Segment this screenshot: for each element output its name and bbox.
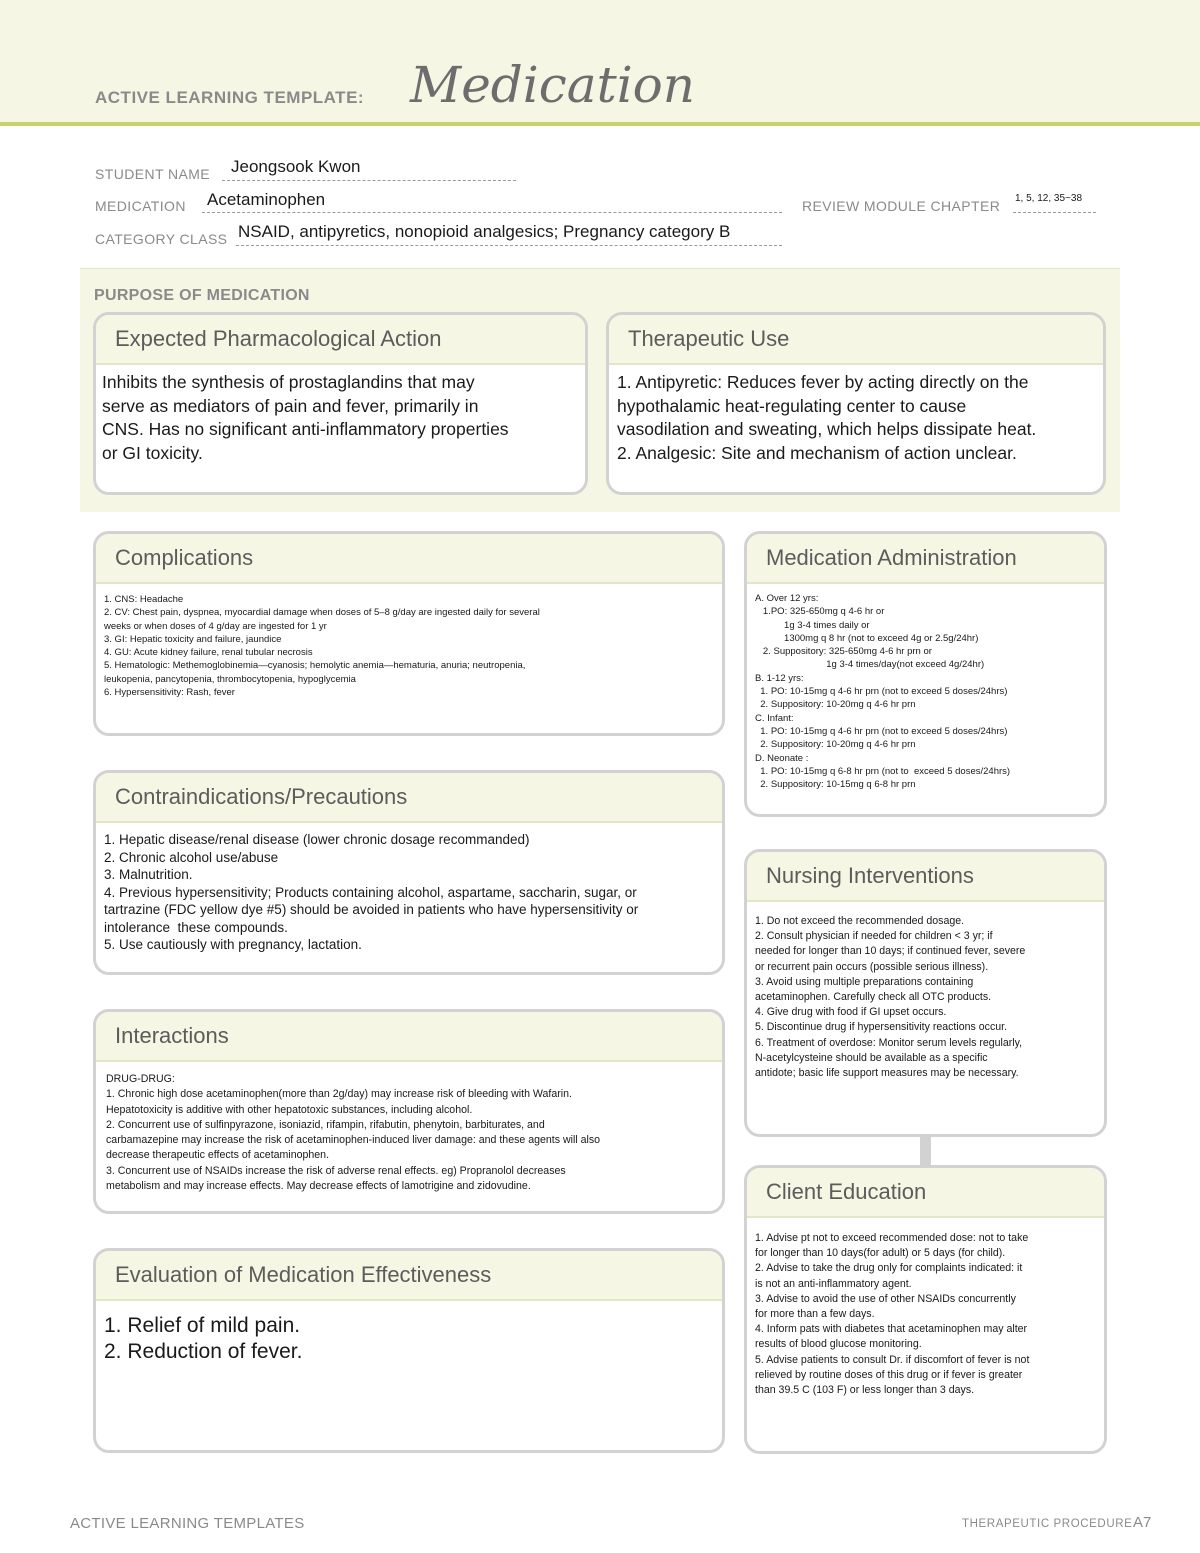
text-line: 1. Relief of mild pain.: [104, 1314, 301, 1337]
text-line: 2. Suppository: 325-650mg 4-6 hr prn or: [755, 646, 932, 658]
student-name-label: STUDENT NAME: [95, 166, 210, 182]
text-line: results of blood glucose monitoring.: [755, 1338, 922, 1351]
text-line: 5. Hematologic: Methemoglobinemia—cyanosis; hemolytic anemia—hematuria, anuria; neutropenia,: [104, 660, 526, 672]
text-line: 1.PO: 325-650mg q 4-6 hr or: [755, 606, 885, 618]
text-line: 1g 3-4 times daily or: [755, 619, 870, 631]
text-line: 2. Concurrent use of sulfinpyrazone, isoniazid, rifampin, rifabutin, phenytoin, barbiturates, and: [106, 1118, 545, 1131]
text-line: C. Infant:: [755, 712, 794, 724]
text-line: 2. Consult physician if needed for children < 3 yr; if: [755, 930, 993, 943]
text-line: DRUG-DRUG:: [106, 1073, 175, 1085]
text-line: relieved by routine doses of this drug or if fever is greater: [755, 1368, 1023, 1381]
text-line: 1. PO: 10-15mg q 4-6 hr prn (not to exceed 5 doses/24hrs): [755, 686, 1008, 698]
text-line: 1. Chronic high dose acetaminophen(more than 2g/day) may increase risk of bleeding with Wafarin.: [106, 1088, 572, 1101]
text-line: metabolism and may increase effects. May decrease effects of lamotrigine and zidovudine.: [106, 1180, 531, 1193]
review-module-line: [1013, 212, 1096, 213]
nursing-interventions-title: Nursing Interventions: [747, 852, 1104, 902]
text-line: 3. Advise to avoid the use of other NSAIDs concurrently: [755, 1292, 1016, 1305]
text-line: 2. Reduction of fever.: [104, 1340, 303, 1363]
category-class-value[interactable]: NSAID, antipyretics, nonopioid analgesics; Pregnancy category B: [238, 222, 731, 241]
text-line: vasodilation and sweating, which helps dissipate heat.: [617, 419, 1037, 439]
expected-action-body[interactable]: [96, 365, 585, 465]
text-line: intolerance these compounds.: [104, 919, 288, 935]
text-line: decrease therapeutic effects of acetaminophen.: [106, 1149, 330, 1162]
expected-action-card: [93, 312, 588, 495]
text-line: 2. Chronic alcohol use/abuse: [104, 849, 279, 865]
text-line: antidote; basic life support measures may be necessary.: [755, 1067, 1019, 1080]
text-line: Hepatotoxicity is additive with other hepatotoxic substances, including alcohol.: [106, 1103, 473, 1116]
category-class-line: [236, 245, 782, 246]
template-title: Medication: [410, 56, 695, 114]
text-line: 2. Suppository: 10-20mg q 4-6 hr prn: [755, 739, 916, 751]
text-line: CNS. Has no significant anti-inflammatory properties: [102, 419, 509, 439]
text-line: 2. Analgesic: Site and mechanism of action unclear.: [617, 442, 1017, 463]
nursing-interventions-card: [744, 849, 1107, 1137]
text-line: 6. Treatment of overdose: Monitor serum levels regularly,: [755, 1036, 1023, 1049]
text-line: tartrazine (FDC yellow dye #5) should be avoided in patients who have hypersensitivity or: [104, 902, 639, 917]
text-line: carbamazepine may increase the risk of acetaminophen-induced liver damage: and these agents will also: [106, 1134, 601, 1147]
text-line: 1. PO: 10-15mg q 4-6 hr prn (not to exceed 5 doses/24hrs): [755, 725, 1008, 737]
text-line: or recurrent pain occurs (possible serious illness).: [755, 960, 989, 973]
text-line: 4. Previous hypersensitivity; Products containing alcohol, aspartame, saccharin, sugar, or: [104, 884, 637, 900]
text-line: 1300mg q 8 hr (not to exceed 4g or 2.5g/24hr): [755, 632, 979, 644]
text-line: 1. Advise pt not to exceed recommended dose: not to take: [755, 1232, 1029, 1244]
evaluation-card: [93, 1248, 725, 1453]
text-line: 5. Use cautiously with pregnancy, lactation.: [104, 937, 362, 952]
text-line: needed for longer than 10 days; if continued fever, severe: [755, 945, 1026, 958]
student-name-value[interactable]: Jeongsook Kwon: [231, 157, 361, 176]
contraindications-card: [93, 770, 725, 975]
medication-line: [202, 212, 782, 213]
contraindications-body[interactable]: [96, 823, 722, 954]
text-line: 3. GI: Hepatic toxicity and failure, jaundice: [104, 633, 282, 645]
text-line: Inhibits the synthesis of prostaglandins that may: [102, 372, 475, 392]
text-line: 4. Inform pats with diabetes that acetaminophen may alter: [755, 1323, 1028, 1336]
text-line: 4. Give drug with food if GI upset occurs.: [755, 1006, 947, 1019]
connector-bar: [920, 1136, 931, 1166]
text-line: 1g 3-4 times/day(not exceed 4g/24hr): [755, 659, 985, 671]
text-line: N-acetylcysteine should be available as a specific: [755, 1051, 988, 1064]
purpose-title: PURPOSE OF MEDICATION: [94, 287, 310, 304]
text-line: serve as mediators of pain and fever, primarily in: [102, 395, 479, 416]
text-line: 4. GU: Acute kidney failure, renal tubular necrosis: [104, 647, 313, 659]
administration-title: Medication Administration: [747, 534, 1104, 584]
complications-body[interactable]: [96, 584, 722, 699]
evaluation-title: Evaluation of Medication Effectiveness: [96, 1251, 722, 1301]
text-line: acetaminophen. Carefully check all OTC products.: [755, 991, 992, 1004]
text-line: 3. Malnutrition.: [104, 867, 193, 882]
medication-label: MEDICATION: [95, 198, 186, 214]
text-line: 3. Avoid using multiple preparations containing: [755, 975, 974, 988]
interactions-body[interactable]: [96, 1062, 722, 1194]
template-label: ACTIVE LEARNING TEMPLATE:: [95, 88, 365, 107]
text-line: or GI toxicity.: [102, 442, 203, 463]
administration-body[interactable]: [747, 584, 1104, 791]
text-line: D. Neonate :: [755, 752, 809, 764]
text-line: B. 1-12 yrs:: [755, 672, 804, 684]
text-line: A. Over 12 yrs:: [755, 593, 819, 604]
nursing-interventions-body[interactable]: [747, 902, 1104, 1081]
medication-value[interactable]: Acetaminophen: [207, 190, 326, 209]
complications-title: Complications: [96, 534, 722, 584]
text-line: leukopenia, pancytopenia, thrombocytopenia, hypoglycemia: [104, 673, 356, 685]
interactions-title: Interactions: [96, 1012, 722, 1062]
text-line: 5. Advise patients to consult Dr. if discomfort of fever is not: [755, 1353, 1030, 1366]
contraindications-title: Contraindications/Precautions: [96, 773, 722, 823]
footer-left: ACTIVE LEARNING TEMPLATES: [70, 1515, 305, 1532]
review-module-label: REVIEW MODULE CHAPTER: [802, 198, 1001, 214]
student-name-line: [222, 180, 516, 181]
page-number: A7: [1133, 1514, 1152, 1531]
interactions-card: [93, 1009, 725, 1214]
text-line: 2. Suppository: 10-15mg q 6-8 hr prn: [755, 779, 916, 791]
expected-action-title: Expected Pharmacological Action: [96, 315, 585, 365]
administration-card: [744, 531, 1107, 817]
footer-right: THERAPEUTIC PROCEDURE: [962, 1518, 1133, 1530]
text-line: 2. Advise to take the drug only for complaints indicated: it: [755, 1262, 1023, 1275]
therapeutic-use-card: [606, 312, 1106, 495]
category-class-label: CATEGORY CLASS: [95, 231, 228, 247]
complications-card: [93, 531, 725, 736]
text-line: 1. Antipyretic: Reduces fever by acting directly on the: [617, 372, 1029, 392]
text-line: 5. Discontinue drug if hypersensitivity reactions occur.: [755, 1021, 1008, 1034]
text-line: for more than a few days.: [755, 1308, 875, 1321]
text-line: 2. Suppository: 10-20mg q 4-6 hr prn: [755, 699, 916, 711]
text-line: 3. Concurrent use of NSAIDs increase the risk of adverse renal effects. eg) Propranolol decreases: [106, 1164, 566, 1177]
text-line: weeks or when doses of 4 g/day are ingested for 1 yr: [104, 620, 327, 632]
text-line: 2. CV: Chest pain, dyspnea, myocardial damage when doses of 5–8 g/day are ingested daily for several: [104, 607, 540, 619]
text-line: for longer than 10 days(for adult) or 5 days (for child).: [755, 1247, 1006, 1260]
header-rule: [0, 122, 1200, 126]
text-line: is not an anti-inflammatory agent.: [755, 1277, 912, 1290]
text-line: 1. Do not exceed the recommended dosage.: [755, 915, 965, 927]
text-line: than 39.5 C (103 F) or less longer than 3 days.: [755, 1384, 975, 1397]
evaluation-body[interactable]: [96, 1301, 722, 1365]
review-module-value[interactable]: 1, 5, 12, 35~38: [1015, 193, 1083, 204]
text-line: 1. Hepatic disease/renal disease (lower chronic dosage recommanded): [104, 832, 530, 847]
text-line: 6. Hypersensitivity: Rash, fever: [104, 687, 235, 699]
text-line: 1. CNS: Headache: [104, 594, 184, 605]
client-education-title: Client Education: [747, 1168, 1104, 1218]
therapeutic-use-title: Therapeutic Use: [609, 315, 1103, 365]
client-education-card: [744, 1165, 1107, 1454]
text-line: 1. PO: 10-15mg q 6-8 hr prn (not to exceed 5 doses/24hrs): [755, 765, 1011, 777]
text-line: hypothalamic heat-regulating center to cause: [617, 395, 967, 416]
therapeutic-use-body[interactable]: [609, 365, 1103, 465]
client-education-body[interactable]: [747, 1218, 1104, 1398]
